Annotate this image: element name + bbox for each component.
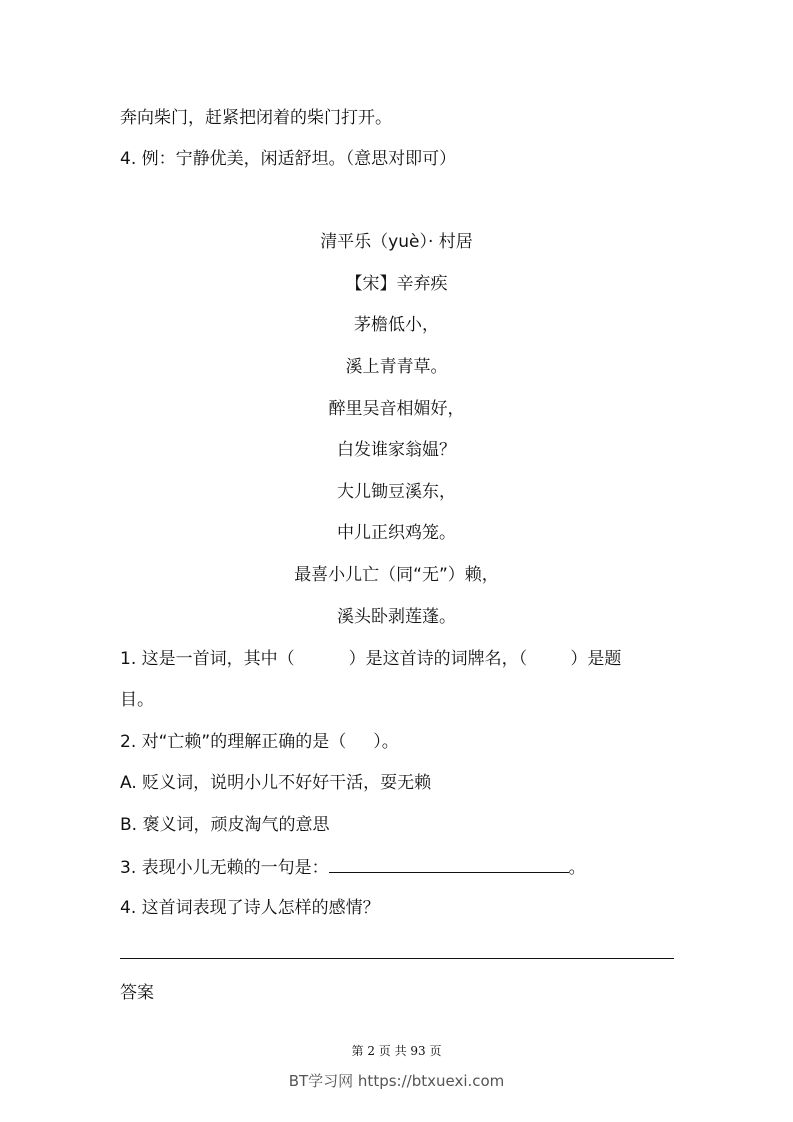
poem-line: 中儿正织鸡笼。 — [337, 523, 456, 543]
poem-line: 醉里吴音相媚好， — [328, 399, 465, 419]
answer-line — [120, 958, 674, 959]
poem-line: 最喜小儿亡（同“无”）赖， — [294, 565, 499, 585]
poem-line: 溪上青青草。 — [345, 357, 448, 377]
text-line: 4. 例：宁静优美，闲适舒坦。（意思对即可） — [120, 149, 457, 169]
answer-blank[interactable] — [329, 856, 569, 873]
option-b: B. 褒义词，顽皮淘气的意思 — [120, 815, 330, 835]
poem-line: 白发谁家翁媪？ — [337, 440, 456, 460]
answer-heading: 答案 — [120, 983, 154, 1003]
watermark: BT学习网 https://btxuexi.com — [288, 1072, 505, 1090]
question-1-cont: 目。 — [120, 690, 154, 710]
poem-line: 溪头卧剥莲蓬。 — [337, 607, 456, 627]
question-1: 1. 这是一首词，其中（ ）是这首诗的词牌名，（ ）是题 — [120, 649, 622, 669]
poem-line: 大儿锄豆溪东， — [337, 482, 456, 502]
poem-author: 【宋】辛弃疾 — [345, 274, 448, 294]
question-2: 2. 对“亡赖”的理解正确的是（ ）。 — [120, 732, 399, 752]
page-footer: 第 2 页 共 93 页 — [351, 1044, 442, 1058]
poem-title: 清平乐（yuè）· 村居 — [320, 232, 473, 252]
option-a: A. 贬义词，说明小儿不好好干活，耍无赖 — [120, 773, 432, 793]
text-line: 奔向柴门，赶紧把闭着的柴门打开。 — [120, 108, 392, 128]
question-3 — [120, 856, 586, 879]
question-3-end: 。 — [568, 858, 586, 878]
poem-line: 茅檐低小， — [354, 315, 439, 335]
question-4: 4. 这首词表现了诗人怎样的感情？ — [120, 898, 380, 918]
question-3-text: 3. 表现小儿无赖的一句是： — [120, 858, 329, 878]
